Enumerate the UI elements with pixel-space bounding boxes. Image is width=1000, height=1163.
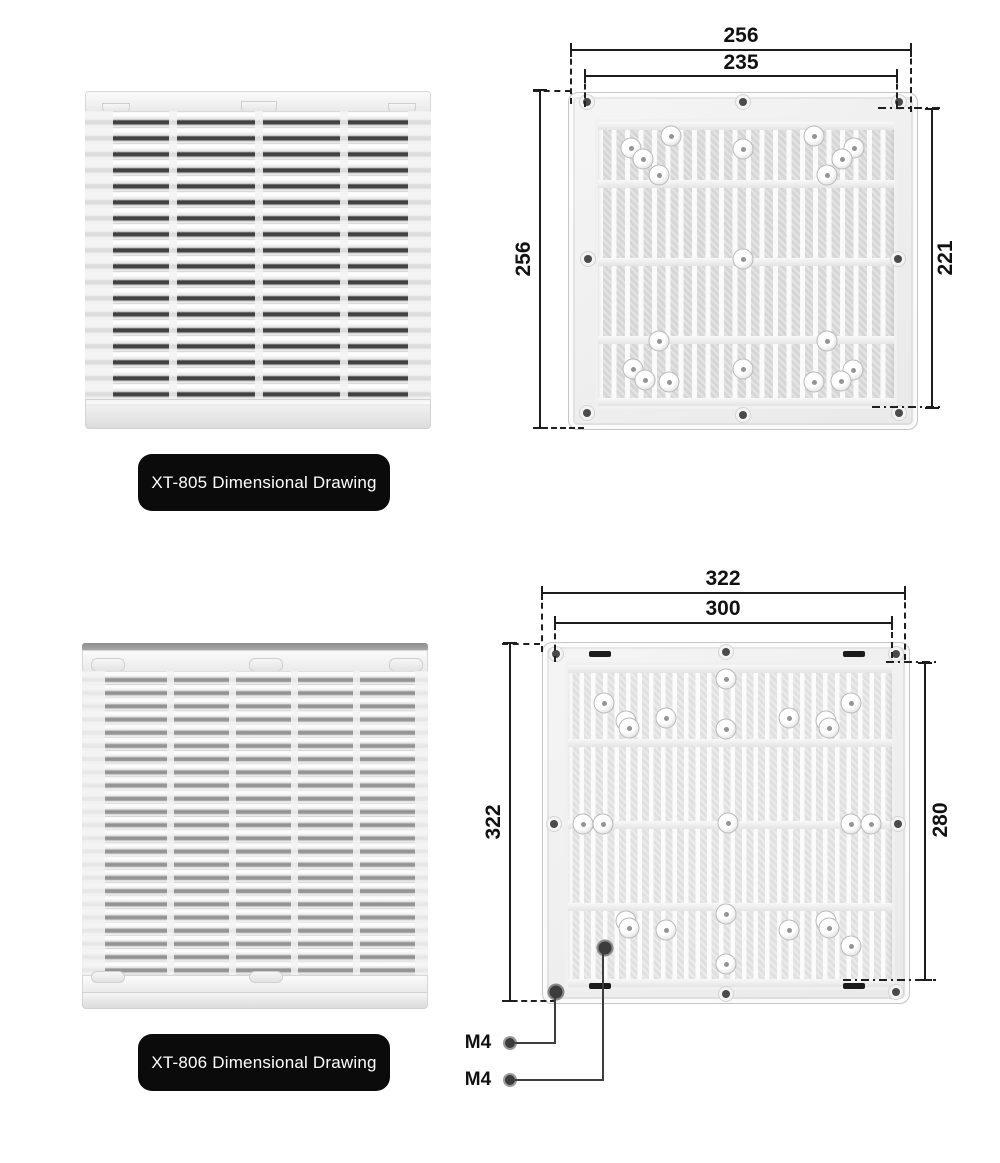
xt806-front-photo <box>82 643 428 1007</box>
grille-top-edge <box>82 643 428 650</box>
dim-outer-height-806: 322 <box>482 804 505 840</box>
grille-top-cap <box>82 650 428 673</box>
extension-line <box>502 643 540 645</box>
leader-line <box>515 1079 603 1081</box>
dim-outer-width-806: 322 <box>705 567 741 590</box>
extension-line <box>584 75 586 107</box>
grille-base <box>85 399 431 429</box>
extension-line-dashdot <box>872 406 942 408</box>
dim-line-inner-width-805 <box>585 75 897 77</box>
grille-base <box>82 992 428 1009</box>
extension-line-dashdot <box>843 979 936 981</box>
louver-edge <box>415 671 428 975</box>
extension-line <box>910 49 912 112</box>
thread-label-m4-1: M4 <box>464 1032 492 1053</box>
cap-tab <box>249 971 283 983</box>
louver-divider <box>340 111 348 399</box>
louver-edge <box>85 111 113 399</box>
extension-line <box>533 427 584 429</box>
louver-edge <box>408 111 431 399</box>
extension-line <box>533 90 571 92</box>
edge-screw <box>584 255 592 263</box>
edge-screw <box>895 409 903 417</box>
leader-line <box>554 995 556 1044</box>
louver-divider <box>291 671 298 975</box>
cap-tab <box>91 658 125 672</box>
base-seam <box>86 402 430 406</box>
thread-hole-layer <box>543 643 909 1003</box>
xt805-back-view <box>568 92 918 430</box>
louver-divider <box>229 671 236 975</box>
edge-screw <box>739 98 747 106</box>
dim-outer-height-805: 256 <box>512 241 535 277</box>
extension-line-dashdot <box>886 661 936 663</box>
louver-divider <box>353 671 360 975</box>
dim-inner-height-805: 221 <box>934 240 957 276</box>
extension-line <box>541 592 543 652</box>
dim-line-outer-height-806 <box>509 643 511 1001</box>
cap-tab <box>249 658 283 672</box>
edge-screw <box>894 255 902 263</box>
extension-line <box>891 622 893 658</box>
extension-line <box>904 592 906 660</box>
product-label-xt805 <box>138 454 390 511</box>
dim-outer-width-805: 256 <box>723 24 759 47</box>
dim-inner-width-805: 235 <box>723 51 759 74</box>
grille-top-cap <box>85 91 431 113</box>
edge-screw-layer <box>569 93 917 429</box>
product-label-text: XT-805 Dimensional Drawing <box>151 472 377 492</box>
xt806-back-view <box>542 642 910 1004</box>
extension-line <box>502 1000 556 1002</box>
xt805-front-photo <box>85 91 431 427</box>
dim-line-outer-height-805 <box>539 90 541 428</box>
louver-divider <box>167 671 174 975</box>
dim-inner-width-806: 300 <box>705 597 741 620</box>
extension-line-dashdot <box>878 107 942 109</box>
dim-line-inner-height-805 <box>931 109 933 408</box>
grille-louvers <box>85 111 431 399</box>
extension-line <box>570 49 572 104</box>
louver-edge <box>82 671 105 975</box>
extension-line <box>896 75 898 107</box>
dim-inner-height-806: 280 <box>929 802 952 838</box>
thread-hole-dot <box>548 984 565 1001</box>
cap-tab <box>389 658 423 672</box>
thread-hole-dot <box>597 940 614 957</box>
product-label-text: XT-806 Dimensional Drawing <box>151 1052 377 1072</box>
grille-louvers <box>82 671 428 975</box>
louver-divider <box>169 111 177 399</box>
leader-line <box>602 948 604 1081</box>
cap-tab <box>91 971 125 983</box>
thread-label-m4-2: M4 <box>464 1069 492 1090</box>
edge-screw <box>739 411 747 419</box>
dim-line-outer-width-806 <box>542 592 905 594</box>
dim-line-inner-height-806 <box>924 663 926 980</box>
louver-divider <box>255 111 263 399</box>
leader-line <box>515 1042 555 1044</box>
edge-screw <box>583 409 591 417</box>
extension-line <box>554 622 556 662</box>
dim-line-inner-width-806 <box>555 622 892 624</box>
product-label-xt806 <box>138 1034 390 1091</box>
